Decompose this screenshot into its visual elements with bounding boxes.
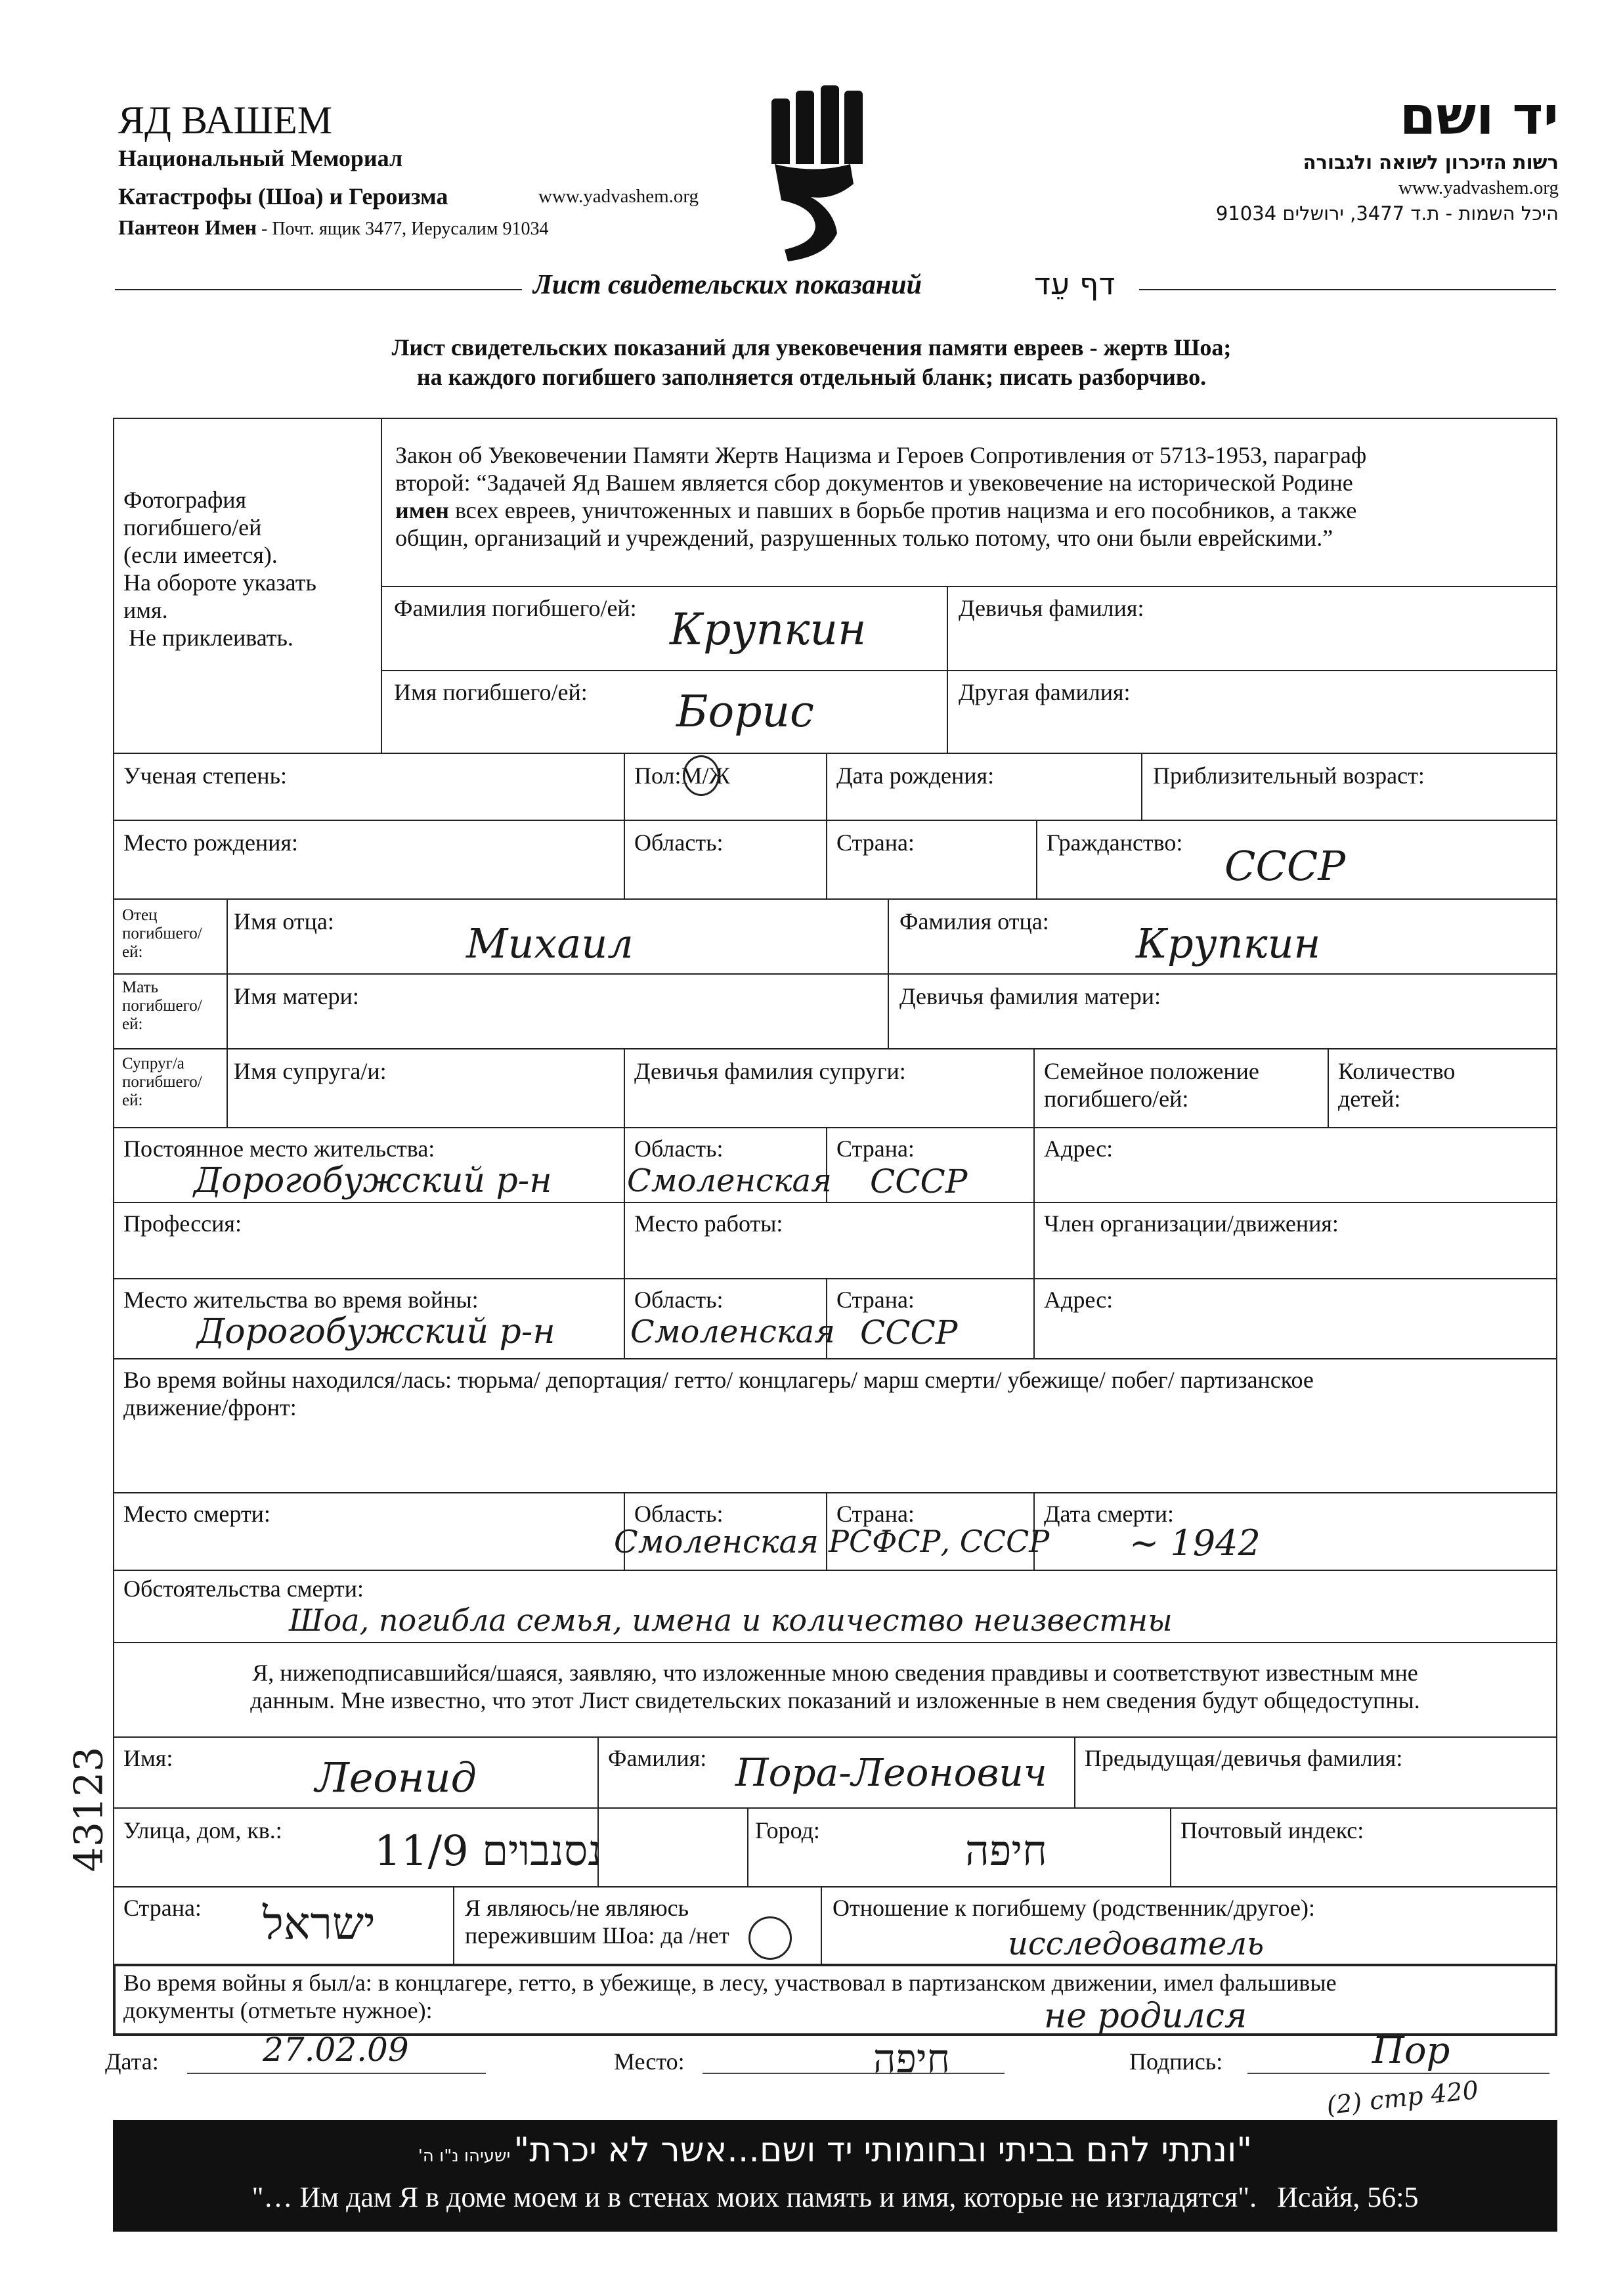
sign-date-label: Дата: [105,2048,159,2075]
declaration-text: Я, нижеподписавшийся/шаяся, заявляю, что изложенные мною сведения правдивы и соответствуют известным мне данным. Мне известно, что этот Лист свидетельских показаний и изложенные в нем сведения будут общедоступны. [250,1660,1420,1713]
footer-hebrew-quote: "ונתתי להם בביתי ובחומותי יד ושם...אשר לא יכרת" [513,2130,1253,2170]
intro-line2: на каждого погибшего заполняется отдельный бланк; писать разборчиво. [416,364,1207,390]
submitter-country-value[interactable]: ישראל [263,1898,376,1950]
footer-hebrew-source: ישעיהו נ"ו ה' [418,2146,511,2166]
org-line3 [118,215,548,240]
birth-date-label: Дата рождения: [836,762,995,789]
website-right: www.yadvashem.org [1398,177,1559,198]
approx-age-label: Приблизительный возраст: [1153,762,1425,789]
footer-hebrew-line [113,2130,1557,2170]
father-side-label: Отец погибшего/ей: [122,906,202,961]
death-date-label: Дата смерти: [1044,1501,1175,1527]
website-left: www.yadvashem.org [538,186,699,207]
wartime-address-label: Адрес: [1044,1287,1114,1313]
victim-surname-value[interactable]: Крупкин [670,604,867,655]
circumstances-label: Обстоятельства смерти: [123,1576,364,1602]
victim-first-name-label: Имя погибшего/ей: [394,679,588,705]
yad-vashem-logo [762,85,867,263]
birth-country-label: Страна: [836,829,915,856]
street-value[interactable]: נסנבוים 11/9 [374,1827,602,1876]
death-region-value[interactable]: Смоленская [614,1524,819,1560]
organization-label: Член организации/движения: [1044,1210,1339,1237]
survivor-no-option[interactable]: нет [695,1922,729,1949]
org-line2: Катастрофы (Шоа) и Героизма [118,183,448,210]
father-name-value[interactable]: Михаил [466,919,634,967]
victim-first-name-value[interactable]: Борис [676,686,814,737]
zip-label: Почтовый индекс: [1180,1817,1364,1843]
survivor-label: Я являюсь/не являюсь пережившим Шоа: да /нет [465,1895,729,1949]
father-surname-value[interactable]: Крупкин [1136,919,1321,967]
city-value[interactable]: חיפה [965,1827,1047,1876]
hebrew-org-name: יד ושם [1399,85,1559,146]
citizenship-label: Гражданство: [1047,829,1183,856]
wartime-country-label: Страна: [836,1287,915,1313]
photo-box-label: Фотография погибшего/ей (если имеется). На обороте указать имя. Не приклеивать. [123,487,316,651]
org-name: ЯД ВАШЕМ [118,99,333,142]
submitter-name-label: Имя: [123,1745,173,1771]
marital-status-label: Семейное положение погибшего/ей: [1044,1058,1259,1112]
victim-maiden-label: Девичья фамилия: [959,595,1144,621]
war-status-label: Во время войны я был/а: в концлагере, гетто, в убежище, в лесу, участвовал в партизанском движении, имел фальшивые документы (отметьте нужное): [123,1970,1337,2023]
survivor-no-circle [748,1916,792,1960]
title-rule-right [1139,289,1556,290]
street-label: Улица, дом, кв.: [123,1817,282,1843]
children-count-label: Количество детей: [1338,1058,1456,1112]
circumstances-value[interactable]: Шоа, погибла семья, имена и количество неизвестны [289,1602,1173,1638]
death-place-label: Место смерти: [123,1501,270,1527]
degree-label: Ученая степень: [123,762,287,789]
mother-side-label: Мать погибшего/ей: [122,979,202,1033]
sex-male-circle [683,755,720,796]
postal-address: - Почт. ящик 3477, Иерусалим 91034 [257,219,549,239]
spouse-side-label: Супруг/а погибшего/ей: [122,1055,202,1109]
page-note: (2) стр 420 [1325,2075,1480,2121]
submitter-country-label: Страна: [123,1895,202,1921]
submitter-surname-label: Фамилия: [608,1745,707,1771]
submitter-prev-surname-label: Предыдущая/девичья фамилия: [1085,1745,1403,1771]
submitter-surname-value[interactable]: Пора-Леонович [735,1750,1047,1795]
sign-place-label: Место: [614,2048,685,2075]
father-name-label: Имя отца: [234,908,334,935]
wartime-region-value[interactable]: Смоленская [630,1314,835,1350]
death-date-value[interactable]: ~ 1942 [1129,1522,1261,1564]
footer-russian-quote: "… Им дам Я в доме моем и в стенах моих память и имя, которые не изгладятся". [251,2181,1257,2213]
victim-surname-label: Фамилия погибшего/ей: [394,595,637,621]
sign-date-value[interactable]: 27.02.09 [263,2031,409,2069]
mother-maiden-label: Девичья фамилия матери: [899,983,1161,1009]
wartime-residence-label: Место жительства во время войны: [123,1287,479,1313]
birth-region-label: Область: [634,829,724,856]
residence-value[interactable]: Дорогобужский р-н [194,1161,552,1201]
org-line1: Национальный Мемориал [118,145,403,171]
footer-russian-line [113,2180,1557,2214]
wartime-residence-value[interactable]: Дорогобужский р-н [197,1312,555,1352]
relation-label: Отношение к погибшему (родственник/другое): [833,1895,1315,1921]
submitter-name-value[interactable]: Леонид [315,1754,477,1801]
footer-russian-source: Исайя, 56:5 [1277,2181,1419,2213]
signature-label: Подпись: [1129,2048,1223,2075]
death-region-label: Область: [634,1501,724,1527]
spouse-maiden-label: Девичья фамилия супруги: [634,1058,906,1084]
residence-label: Постоянное место жительства: [123,1136,435,1162]
birthplace-label: Место рождения: [123,829,299,856]
relation-value[interactable]: исследователь [1008,1926,1265,1962]
residence-country-value[interactable]: СССР [870,1162,968,1201]
intro-line1: Лист свидетельских показаний для увековечения памяти евреев - жертв Шоа; [391,334,1232,361]
hebrew-line3: היכל השמות - ת.ד 3477, ירושלים 91034 [1215,202,1559,225]
form-title: Лист свидетельских показаний [533,270,922,300]
profession-label: Профессия: [123,1210,242,1237]
wartime-country-value[interactable]: СССР [860,1314,958,1352]
title-rule-left [115,289,522,290]
death-country-value[interactable]: РСФСР, СССР [829,1524,1050,1559]
residence-address-label: Адрес: [1044,1136,1114,1162]
sex-label: Пол:М/Ж [634,762,730,789]
hebrew-line1: רשות הזיכרון לשואה ולגבורה [1303,151,1559,173]
sign-place-value[interactable]: חיפה [873,2036,951,2082]
death-country-label: Страна: [836,1501,915,1527]
pantheon-label: Пантеон Имен [118,215,257,239]
form-title-hebrew: דף עֵד [1034,266,1115,301]
signature-value[interactable]: Пор [1372,2029,1450,2072]
sex-options[interactable]: М/Ж [681,762,730,789]
war-status-value[interactable]: не родился [1044,1997,1247,2036]
victim-other-surname-label: Другая фамилия: [959,679,1131,705]
workplace-label: Место работы: [634,1210,783,1237]
side-number-note: 43123 [66,1746,112,1872]
father-surname-label: Фамилия отца: [899,908,1049,935]
mother-name-label: Имя матери: [234,983,359,1009]
residence-country-label: Страна: [836,1136,915,1162]
during-war-label: Во время войны находился/лась: тюрьма/ депортация/ гетто/ концлагерь/ марш смерти/ убежище/ побег/ партизанское движение/фронт: [123,1367,1314,1421]
citizenship-value[interactable]: СССР [1224,842,1346,890]
law-text: Закон об Увековечении Памяти Жертв Нацизма и Героев Сопротивления от 5713-1953, параграф второй: “Задачей Яд Вашем является сбор документов и увековечение на исторической Родине имен всех евреев, уничтоженных и павших в борьбе против нацизма и его пособников, а также общин, организаций и учреждений, разрушенных только потому, что они были еврейскими.” [395,442,1367,551]
wartime-region-label: Область: [634,1287,724,1313]
city-label: Город: [755,1817,820,1843]
spouse-name-label: Имя супруга/и: [234,1058,387,1084]
residence-region-value[interactable]: Смоленская [627,1162,832,1199]
residence-region-label: Область: [634,1136,724,1162]
